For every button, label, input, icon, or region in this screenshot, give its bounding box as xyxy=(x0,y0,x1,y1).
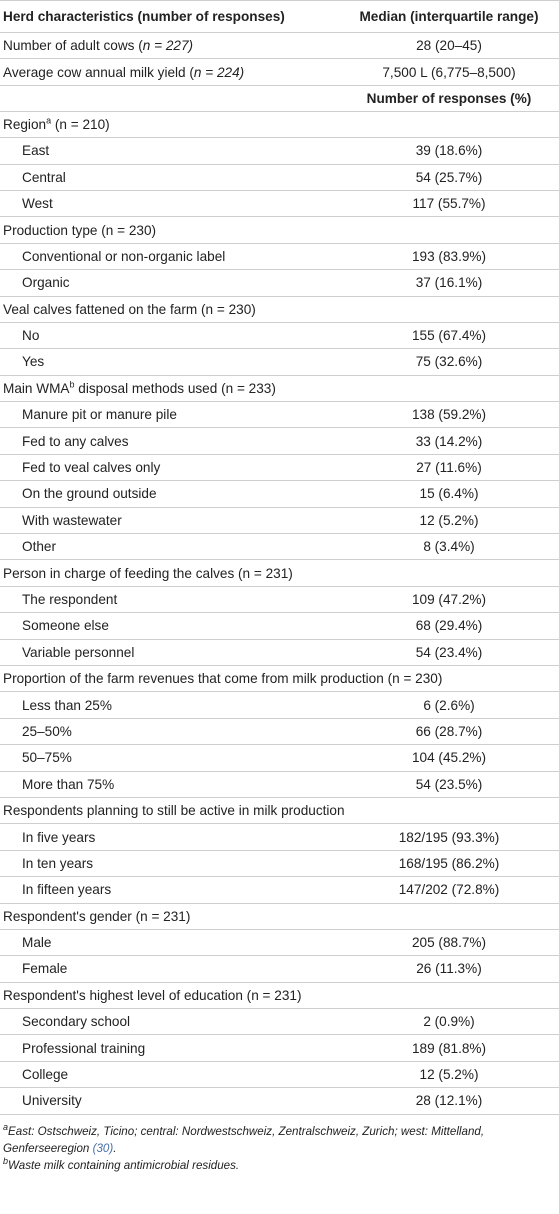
group-title: Respondent's highest level of education (n = 231) xyxy=(3,987,302,1003)
row-value: 147/202 (72.8%) xyxy=(398,882,500,898)
table-row xyxy=(0,323,559,349)
table-row xyxy=(0,772,559,798)
group-title: Proportion of the farm revenues that come from milk production (n = 230) xyxy=(3,671,443,687)
table-row xyxy=(0,824,559,850)
row-label: In five years xyxy=(22,829,96,845)
row-label: West xyxy=(22,196,53,212)
group-title: Main WMA$^b$ disposal methods used (n = 233) xyxy=(3,379,276,396)
table-row xyxy=(0,1009,559,1035)
row-label: In ten years xyxy=(22,855,94,871)
row-value: 27 (11.6%) xyxy=(416,460,482,476)
row-value: 189 (81.8%) xyxy=(411,1040,487,1056)
group-title: Respondents planning to still be active in milk production xyxy=(3,803,345,819)
row-label: Number of adult cows (n = 227) xyxy=(3,38,194,54)
row-value: 37 (16.1%) xyxy=(415,275,483,291)
row-label: 50–75% xyxy=(22,750,72,766)
table-row xyxy=(0,877,559,903)
row-value: 182/195 (93.3%) xyxy=(398,829,500,845)
group-title-row xyxy=(0,217,559,243)
table-row xyxy=(0,640,559,666)
table-row xyxy=(0,349,559,375)
row-value: 6 (2.6%) xyxy=(423,697,475,713)
row-value: 168/195 (86.2%) xyxy=(398,855,500,871)
row-value: 54 (25.7%) xyxy=(415,169,483,185)
group-title: Respondent's gender (n = 231) xyxy=(3,908,191,924)
group-title-row xyxy=(0,297,559,323)
row-label: Organic xyxy=(22,275,70,291)
table-row xyxy=(0,455,559,481)
row-value: 138 (59.2%) xyxy=(411,407,487,423)
group-title-row xyxy=(0,666,559,692)
table-row xyxy=(0,587,559,613)
row-value: 8 (3.4%) xyxy=(423,539,475,555)
table-row xyxy=(0,1035,559,1061)
group-title-row xyxy=(0,560,559,586)
footnotes xyxy=(0,1115,559,1174)
row-value: 75 (32.6%) xyxy=(415,354,483,370)
row-value: 39 (18.6%) xyxy=(415,143,483,159)
table-header xyxy=(0,0,559,33)
table-row xyxy=(0,402,559,428)
row-label: The respondent xyxy=(22,592,118,607)
footnote-b: $^b$Waste milk containing antimicrobial residues. xyxy=(3,1155,240,1172)
row-label: No xyxy=(22,328,40,344)
row-value: 54 (23.5%) xyxy=(415,776,483,792)
table-row xyxy=(0,692,559,718)
group-title-row xyxy=(0,983,559,1009)
row-value: 205 (88.7%) xyxy=(411,935,487,951)
row-label: On the ground outside xyxy=(22,486,157,502)
table-row xyxy=(0,1088,559,1114)
footnote-a: $^a$East: Ostschweiz, Ticino; central: Nordwestschweiz, Zentralschweiz, Zurich; west: Mittelland, Genferseeregion (30). xyxy=(3,1121,485,1155)
row-label: East xyxy=(22,143,50,159)
row-label: With wastewater xyxy=(22,512,122,528)
row-label: Female xyxy=(22,961,68,977)
row-label: Average cow annual milk yield (n = 224) xyxy=(3,64,245,80)
row-label: Male xyxy=(22,935,52,951)
row-label: College xyxy=(22,1067,69,1083)
row-label: Professional training xyxy=(22,1040,146,1056)
row-value: 26 (11.3%) xyxy=(416,961,482,977)
table-row xyxy=(0,191,559,217)
group-title-row xyxy=(0,112,559,138)
table-row xyxy=(0,508,559,534)
row-label: 25–50% xyxy=(22,723,72,739)
group-title-row xyxy=(0,904,559,930)
subheader-row xyxy=(0,86,559,112)
row-value: 155 (67.4%) xyxy=(411,328,487,344)
table-row xyxy=(0,719,559,745)
table-row xyxy=(0,613,559,639)
table-row xyxy=(0,851,559,877)
table-row xyxy=(0,1062,559,1088)
row-value: 54 (23.4%) xyxy=(415,644,483,660)
group-title-row xyxy=(0,798,559,824)
group-title: Person in charge of feeding the calves (n = 231) xyxy=(3,565,293,581)
row-label: Manure pit or manure pile xyxy=(22,407,177,423)
row-label: Less than 25% xyxy=(22,697,112,713)
row-value: 15 (6.4%) xyxy=(419,486,479,502)
row-value: 193 (83.9%) xyxy=(411,248,487,264)
row-value: 2 (0.9%) xyxy=(423,1014,475,1030)
table-row xyxy=(0,930,559,956)
table-row xyxy=(0,428,559,454)
groups-container xyxy=(0,112,559,1115)
row-label: Fed to any calves xyxy=(22,433,129,449)
table-row xyxy=(0,59,559,85)
header-col-median: Median (interquartile range) xyxy=(359,9,539,24)
row-label: More than 75% xyxy=(22,776,115,792)
row-value: 104 (45.2%) xyxy=(411,750,487,766)
row-value: 66 (28.7%) xyxy=(415,723,483,739)
table-row xyxy=(0,745,559,771)
group-title: Region$^a$ (n = 210) xyxy=(3,115,110,132)
row-label: In fifteen years xyxy=(22,882,112,898)
row-value: 28 (12.1%) xyxy=(415,1093,483,1109)
table-row xyxy=(0,33,559,59)
row-label: Fed to veal calves only xyxy=(22,460,161,476)
table-row xyxy=(0,956,559,982)
table-row xyxy=(0,534,559,560)
row-label: University xyxy=(22,1093,82,1109)
group-title: Production type (n = 230) xyxy=(3,222,157,238)
table-row xyxy=(0,481,559,507)
row-label: Yes xyxy=(22,354,45,370)
row-label: Someone else xyxy=(22,618,109,634)
row-value: 117 (55.7%) xyxy=(412,196,486,212)
row-label: Variable personnel xyxy=(22,644,135,660)
row-value: 68 (29.4%) xyxy=(415,618,483,634)
header-col-characteristics: Herd characteristics (number of responses) xyxy=(3,9,285,24)
row-value: 109 (47.2%) xyxy=(411,592,487,607)
group-title: Veal calves fattened on the farm (n = 230) xyxy=(3,301,256,317)
row-value: 12 (5.2%) xyxy=(419,512,479,528)
row-value: 7,500 L (6,775–8,500) xyxy=(382,64,516,80)
table-row xyxy=(0,138,559,164)
row-label: Central xyxy=(22,169,66,185)
row-value: 28 (20–45) xyxy=(416,38,482,54)
subheader-label: Number of responses (%) xyxy=(366,90,532,106)
table-row xyxy=(0,165,559,191)
row-label: Conventional or non-organic label xyxy=(22,248,226,264)
group-title-row xyxy=(0,376,559,402)
table-row xyxy=(0,244,559,270)
table-row xyxy=(0,270,559,296)
row-label: Secondary school xyxy=(22,1014,131,1030)
row-value: 12 (5.2%) xyxy=(419,1067,479,1083)
reference-link[interactable]: (30) xyxy=(92,1141,114,1155)
row-label: Other xyxy=(22,539,56,555)
row-value: 33 (14.2%) xyxy=(415,433,483,449)
